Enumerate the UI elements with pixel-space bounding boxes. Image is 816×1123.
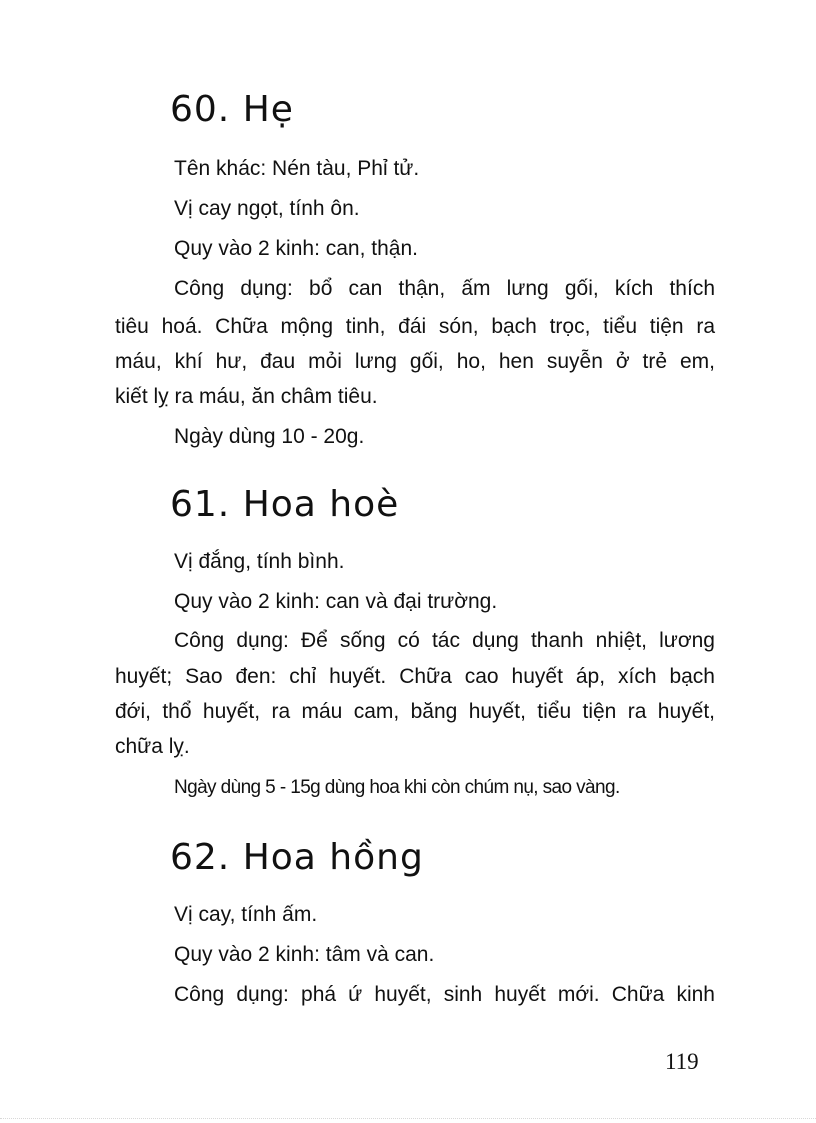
section-heading-60: 60. Hẹ [170,89,294,130]
text-line: tiêu hoá. Chữa mộng tinh, đái són, bạch trọc, tiểu tiện ra [115,315,715,338]
text-line: huyết; Sao đen: chỉ huyết. Chữa cao huyết áp, xích bạch [115,665,715,688]
text-line: đới, thổ huyết, ra máu cam, băng huyết, tiểu tiện ra huyết, [115,700,715,723]
page-number: 119 [665,1049,699,1074]
text-line: Công dụng: phá ứ huyết, sinh huyết mới. Chữa kinh [174,983,715,1006]
section-heading-62: 62. Hoa hồng [170,837,424,878]
text-line: Ngày dùng 5 - 15g dùng hoa khi còn chúm nụ, sao vàng. [174,777,620,798]
page-bottom-divider [0,1118,816,1119]
text-line: Quy vào 2 kinh: can, thận. [174,237,418,260]
text-line: máu, khí hư, đau mỏi lưng gối, ho, hen suyễn ở trẻ em, [115,350,715,373]
text-line: Quy vào 2 kinh: can và đại trường. [174,590,498,613]
text-line: chữa lỵ. [115,735,190,758]
section-heading-61: 61. Hoa hoè [170,484,400,525]
text-line: Công dụng: bổ can thận, ấm lưng gối, kích thích [174,277,715,300]
text-line: Tên khác: Nén tàu, Phỉ tử. [174,157,420,180]
text-line: Ngày dùng 10 - 20g. [174,425,365,448]
text-line: Vị đắng, tính bình. [174,550,345,573]
text-line: Vị cay, tính ấm. [174,903,318,926]
text-line: Quy vào 2 kinh: tâm và can. [174,943,435,966]
text-line: Công dụng: Để sống có tác dụng thanh nhiệt, lương [174,629,715,652]
text-line: kiết lỵ ra máu, ăn châm tiêu. [115,385,378,408]
text-line: Vị cay ngọt, tính ôn. [174,197,360,220]
